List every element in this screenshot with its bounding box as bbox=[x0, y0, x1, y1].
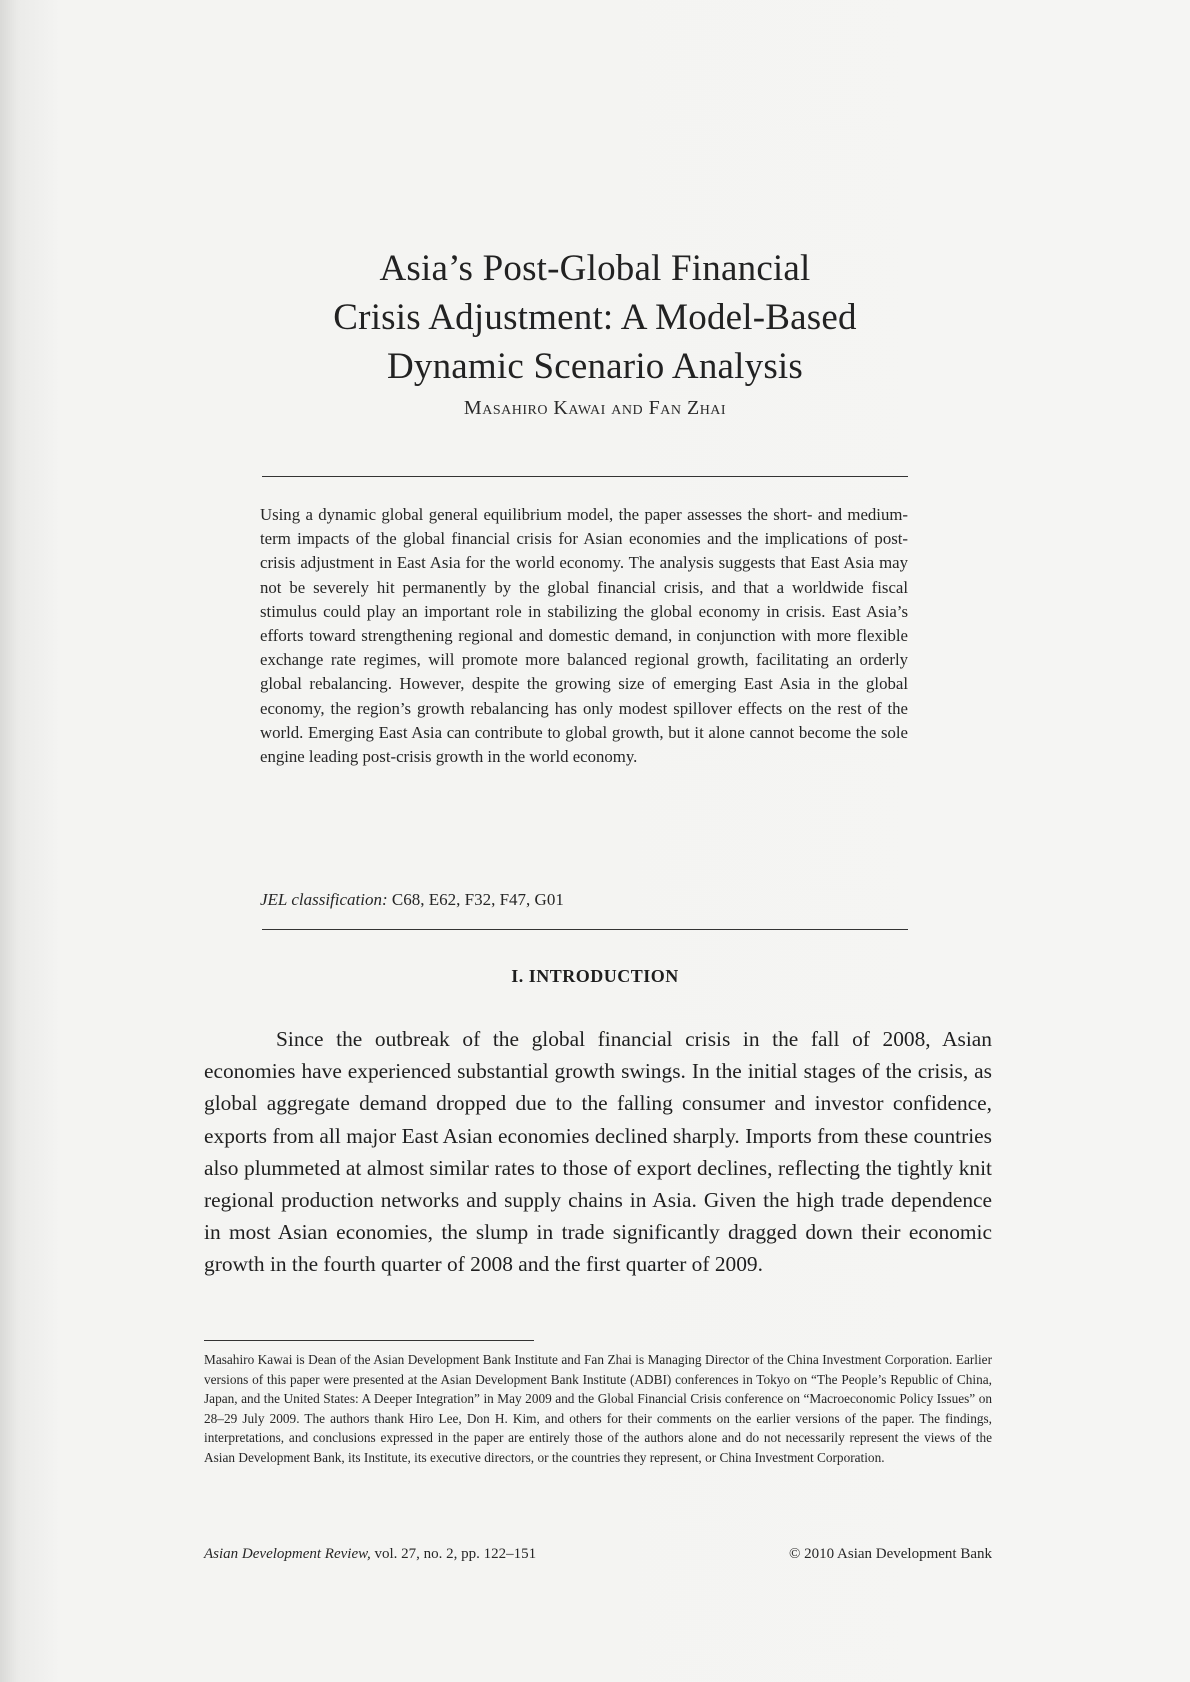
section-heading-introduction: I. INTRODUCTION bbox=[511, 966, 679, 986]
author-footnote: Masahiro Kawai is Dean of the Asian Development Bank Institute and Fan Zhai is Managing Director of the China Investment Corporation. Earlier versions of this paper were presented at the Asian Development Bank Institute (ADBI) conferences in Tokyo on “The People’s Republic of China, Japan, and the United States: A Deeper Integration” in May 2009 and the Global Financial Crisis conference on “Macroeconomic Policy Issues” on 28–29 July 2009. The authors thank Hiro Lee, Don H. Kim, and others for their comments on the earlier versions of the paper. The findings, interpretations, and conclusions expressed in the paper are entirely those of the authors alone and do not necessarily represent the views of the Asian Development Bank, its Institute, its executive directors, or the countries they represent, or China Investment Corporation. bbox=[204, 1352, 992, 1465]
paper-title-line-3: Dynamic Scenario Analysis bbox=[386, 346, 804, 387]
copyright-notice: © 2010 Asian Development Bank bbox=[788, 1546, 992, 1562]
footnote-rule bbox=[204, 1340, 534, 1341]
title-block bbox=[0, 244, 1190, 420]
journal-volume: vol. 27, no. 2, pp. 122–151 bbox=[370, 1546, 537, 1562]
intro-paragraph: Since the outbreak of the global financial crisis in the fall of 2008, Asian economies have experienced substantial growth swings. In the initial stages of the crisis, as global aggregate demand dropped due to the falling consumer and investor confidence, exports from all major East Asian economies declined sharply. Imports from these countries also plummeted at almost similar rates to those of export declines, reflecting the tightly knit regional production networks and supply chains in Asia. Given the high trade dependence in most Asian economies, the slump in trade significantly dragged down their economic growth in the fourth quarter of 2008 and the first quarter of 2009. bbox=[204, 1027, 992, 1277]
paper-title-line-1: Asia’s Post-Global Financial bbox=[379, 248, 811, 289]
page-footer bbox=[204, 1546, 992, 1563]
abstract-bottom-rule bbox=[262, 929, 908, 930]
paper-title-line-2: Crisis Adjustment: A Model-Based bbox=[333, 297, 857, 338]
journal-name: Asian Development Review, bbox=[204, 1546, 371, 1562]
abstract-text: Using a dynamic global general equilibrium model, the paper assesses the short- and medium-term impacts of the global financial crisis for Asian economies and the implications of post-crisis adjustment in East Asia for the world economy. The analysis suggests that East Asia may not be severely hit permanently by the global financial crisis, and that a worldwide fiscal stimulus could play an important role in stabilizing the global economy in crisis. East Asia’s efforts toward strengthening regional and domestic demand, in conjunction with more flexible exchange rate regimes, will promote more balanced regional growth, facilitating an orderly global rebalancing. However, despite the growing size of emerging East Asia in the global economy, the region’s growth rebalancing has only modest spillover effects on the rest of the world. Emerging East Asia can contribute to global growth, but it alone cannot become the sole engine leading post-crisis growth in the world economy. bbox=[260, 505, 908, 767]
jel-codes: C68, E62, F32, F47, G01 bbox=[387, 890, 564, 909]
journal-citation bbox=[204, 1546, 536, 1563]
abstract-top-rule bbox=[262, 476, 908, 477]
jel-classification bbox=[260, 890, 564, 910]
jel-label: JEL classification: bbox=[260, 890, 388, 909]
paper-authors: Masahiro Kawai and Fan Zhai bbox=[463, 397, 727, 419]
